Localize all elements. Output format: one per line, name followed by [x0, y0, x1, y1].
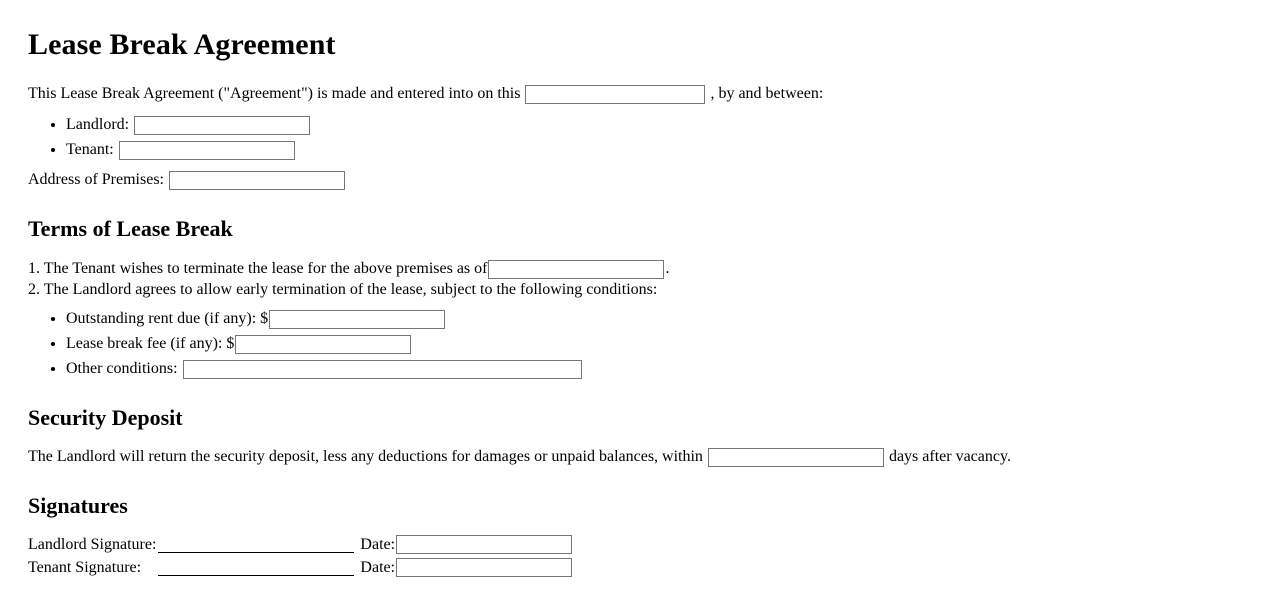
list-item-outstanding-rent — [66, 308, 1250, 329]
tenant-date-cell — [395, 558, 573, 581]
address-label: Address of Premises: — [28, 171, 164, 188]
parties-list — [28, 114, 1250, 160]
lease-break-fee-input[interactable] — [235, 335, 411, 354]
tenant-label: Tenant: — [66, 141, 114, 158]
list-item-lease-break-fee — [66, 333, 1250, 354]
tenant-signature-label: Tenant Signature: — [28, 558, 142, 576]
landlord-date-input[interactable] — [396, 535, 572, 554]
table-row — [28, 558, 573, 581]
address-row — [28, 170, 1250, 190]
other-conditions-input[interactable] — [183, 360, 582, 379]
other-conditions-label: Other conditions: — [66, 360, 178, 377]
landlord-signature-label: Landlord Signature: — [28, 535, 157, 553]
conditions-list — [28, 308, 1250, 379]
tenant-name-input[interactable] — [119, 141, 295, 160]
list-item-other-conditions — [66, 358, 1250, 379]
tenant-signature-line-cell — [156, 558, 360, 581]
table-row — [28, 535, 573, 558]
termination-date-input[interactable] — [488, 260, 664, 279]
list-item-landlord — [66, 114, 1250, 135]
security-deposit-text-after: days after vacancy. — [888, 448, 1011, 465]
intro-text-before: This Lease Break Agreement ("Agreement") is made and entered into on this — [28, 85, 521, 102]
landlord-date-label: Date: — [360, 535, 396, 553]
terms-section-title: Terms of Lease Break — [28, 216, 233, 241]
page-title: Lease Break Agreement — [28, 28, 336, 61]
landlord-signature-line[interactable] — [158, 537, 354, 553]
security-deposit-section-title: Security Deposit — [28, 405, 183, 430]
landlord-date-cell — [395, 535, 573, 558]
intro-text-after: , by and between: — [710, 85, 824, 102]
list-item-tenant — [66, 139, 1250, 160]
tenant-date-input[interactable] — [396, 558, 572, 577]
address-input[interactable] — [169, 171, 345, 190]
lease-break-fee-label: Lease break fee (if any): $ — [66, 335, 235, 352]
signatures-table — [28, 535, 573, 581]
terms-item-2: 2. The Landlord agrees to allow early termination of the lease, subject to the following conditions: — [28, 281, 658, 298]
landlord-name-input[interactable] — [134, 116, 310, 135]
intro-paragraph — [28, 84, 1250, 104]
return-days-input[interactable] — [708, 448, 884, 467]
landlord-label: Landlord: — [66, 116, 130, 133]
outstanding-rent-input[interactable] — [269, 310, 445, 329]
terms-item-1-period: . — [665, 260, 670, 277]
security-deposit-paragraph — [28, 447, 1250, 467]
signatures-section-title: Signatures — [28, 493, 128, 518]
tenant-signature-line[interactable] — [158, 560, 354, 576]
outstanding-rent-label: Outstanding rent due (if any): $ — [66, 310, 269, 327]
agreement-date-input[interactable] — [525, 85, 705, 104]
security-deposit-text-before: The Landlord will return the security deposit, less any deductions for damages or unpaid balances, within — [28, 448, 703, 465]
landlord-signature-line-cell — [156, 535, 360, 558]
terms-item-1 — [28, 258, 1250, 279]
terms-item-1-text: 1. The Tenant wishes to terminate the lease for the above premises as of — [28, 260, 488, 277]
tenant-date-label: Date: — [360, 558, 396, 576]
